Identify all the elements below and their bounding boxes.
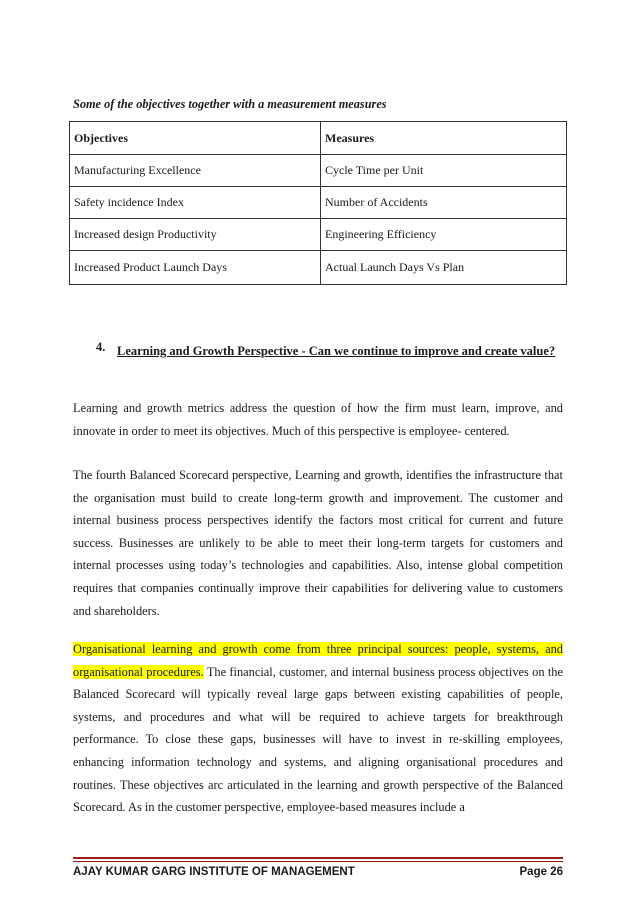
page-number: Page 26: [519, 866, 563, 878]
paragraph-principal-sources: [73, 638, 563, 819]
paragraph-learning-metrics: Learning and growth metrics address the question of how the firm must learn, improve, and innovate in order to meet its objectives. Much of this perspective is employee- centered.: [73, 401, 563, 438]
table-caption: Some of the objectives together with a measurement measures: [73, 97, 387, 111]
table-row: [70, 155, 567, 187]
measure-cell: Number of Accidents: [321, 187, 567, 219]
section-number: 4.: [96, 340, 106, 354]
table-row: [70, 251, 567, 285]
objective-cell: Increased design Productivity: [70, 219, 321, 251]
objective-cell: Manufacturing Excellence: [70, 155, 321, 187]
section-title: Learning and Growth Perspective - Can we continue to improve and create value?: [117, 344, 556, 358]
footer-divider: [73, 857, 563, 862]
objectives-table: [69, 121, 567, 285]
table-row: [70, 187, 567, 219]
paragraph-continuation: The financial, customer, and internal business process objectives on the Balanced Scorecard will typically reveal large gaps between existing capabilities of people, systems, and procedures and what will be required to achieve targets for breakthrough performance. To close these gaps, businesses will have to invest in re-skilling employees, enhancing information technology and systems, and aligning organisational procedures and routines. These objectives arc articulated in the learning and growth perspective of the Balanced Scorecard. As in the customer perspective, employee-based measures include a: [73, 664, 563, 815]
header-objectives: Objectives: [70, 122, 321, 155]
measure-cell: Actual Launch Days Vs Plan: [321, 251, 567, 285]
measure-cell: Engineering Efficiency: [321, 219, 567, 251]
footer-institute: AJAY KUMAR GARG INSTITUTE OF MANAGEMENT: [73, 866, 355, 878]
header-measures: Measures: [321, 122, 567, 155]
objective-cell: Increased Product Launch Days: [70, 251, 321, 285]
table-row: [70, 219, 567, 251]
section-heading: [96, 340, 564, 362]
objective-cell: Safety incidence Index: [70, 187, 321, 219]
page-footer: [73, 866, 563, 878]
paragraph-fourth-perspective: The fourth Balanced Scorecard perspective, Learning and growth, identifies the infrastructure that the organisation must build to create long-term growth and improvement. The customer and internal business process perspectives identify the factors most critical for current and future success. Businesses are unlikely to be able to meet their long-term targets for customers and internal processes using today’s technologies and capabilities. Also, intense global competition requires that companies continually improve their capabilities for delivering value to customers and shareholders.: [73, 468, 563, 618]
table-header-row: [70, 122, 567, 155]
measure-cell: Cycle Time per Unit: [321, 155, 567, 187]
highlighted-sentence: Organisational learning and growth come from three principal sources: people, systems, and organisational procedures.: [73, 642, 563, 679]
